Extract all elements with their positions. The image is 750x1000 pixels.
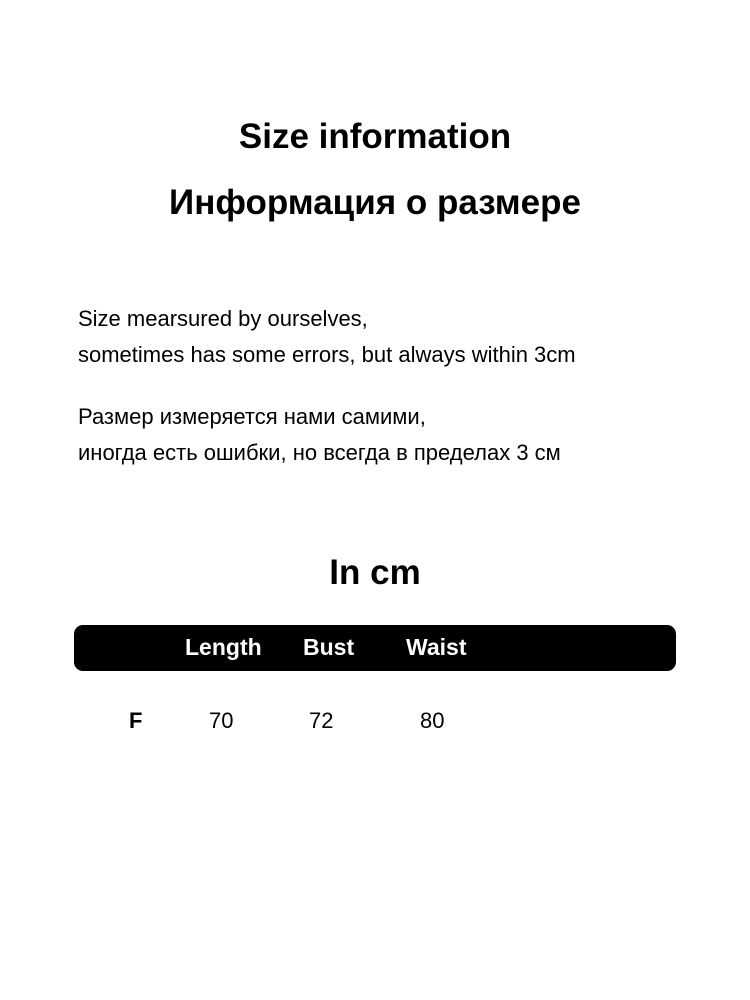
header-length: Length — [185, 634, 262, 660]
cell-length: 70 — [209, 708, 234, 733]
title-english: Size information — [238, 117, 512, 156]
unit-title: In cm — [329, 553, 421, 592]
note-line: sometimes has some errors, but always within 3cm — [78, 342, 576, 367]
note-line: Size mearsured by ourselves, — [78, 306, 368, 331]
header-waist: Waist — [406, 634, 467, 660]
cell-waist: 80 — [420, 708, 445, 733]
cell-size: F — [129, 708, 143, 733]
cell-bust: 72 — [309, 708, 334, 733]
size-table-header — [74, 625, 676, 671]
measurement-note-english — [78, 301, 576, 373]
title-russian: Информация о размере — [169, 183, 581, 222]
note-line: Размер измеряется нами самими, — [78, 404, 426, 429]
measurement-note-russian — [78, 399, 561, 471]
note-line: иногда есть ошибки, но всегда в пределах 3 см — [78, 440, 561, 465]
header-bust: Bust — [303, 634, 355, 660]
